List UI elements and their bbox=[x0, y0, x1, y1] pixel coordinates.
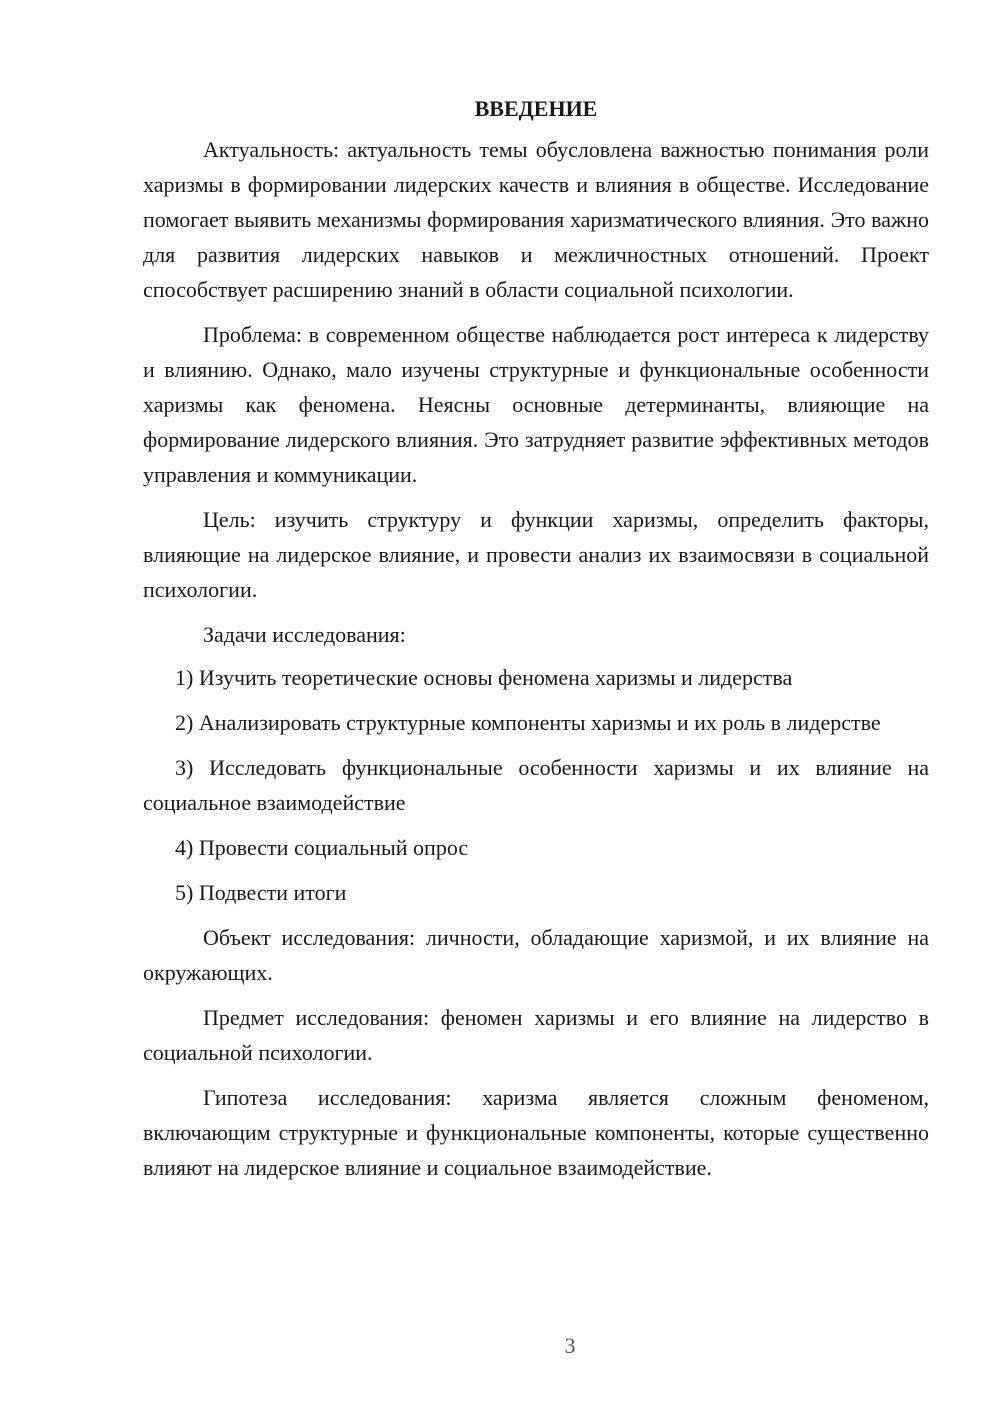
task-item: 1) Изучить теоретические основы феномена харизмы и лидерства bbox=[175, 665, 793, 690]
page-number: 3 bbox=[564, 1333, 576, 1358]
task-item: 4) Провести социальный опрос bbox=[175, 835, 469, 860]
tasks-heading: Задачи исследования: bbox=[203, 622, 406, 647]
document-page bbox=[143, 92, 929, 1195]
page-title: ВВЕДЕНИЕ bbox=[474, 96, 598, 121]
goal-paragraph: Цель: изучить структуру и функции харизмы, определить факторы, влияющие на лидерское влияние, и провести анализ их взаимосвязи в социальной психологии. bbox=[143, 507, 929, 602]
task-item: 3) Исследовать функциональные особенности харизмы и их влияние на социальное взаимодействие bbox=[143, 755, 929, 815]
relevance-paragraph: Актуальность: актуальность темы обусловлена важностью понимания роли харизмы в формировании лидерских качеств и влияния в обществе. Исследование помогает выявить механизмы формирования харизматического влияния. Это важно для развития лидерских навыков и межличностных отношений. Проект способствует расширению знаний в области социальной психологии. bbox=[143, 137, 929, 302]
hypothesis-paragraph: Гипотеза исследования: харизма является сложным феноменом, включающим структурные и функциональные компоненты, которые существенно влияют на лидерское влияние и социальное взаимодействие. bbox=[143, 1085, 929, 1180]
problem-paragraph: Проблема: в современном обществе наблюдается рост интереса к лидерству и влиянию. Однако, мало изучены структурные и функциональные особенности харизмы как феномена. Неясны основные детерминанты, влияющие на формирование лидерского влияния. Это затрудняет развитие эффективных методов управления и коммуникации. bbox=[143, 322, 929, 487]
task-item: 2) Анализировать структурные компоненты харизмы и их роль в лидерстве bbox=[175, 710, 881, 735]
task-item: 5) Подвести итоги bbox=[175, 880, 347, 905]
subject-paragraph: Предмет исследования: феномен харизмы и его влияние на лидерство в социальной психологии. bbox=[143, 1005, 929, 1065]
object-paragraph: Объект исследования: личности, обладающие харизмой, и их влияние на окружающих. bbox=[143, 925, 929, 985]
